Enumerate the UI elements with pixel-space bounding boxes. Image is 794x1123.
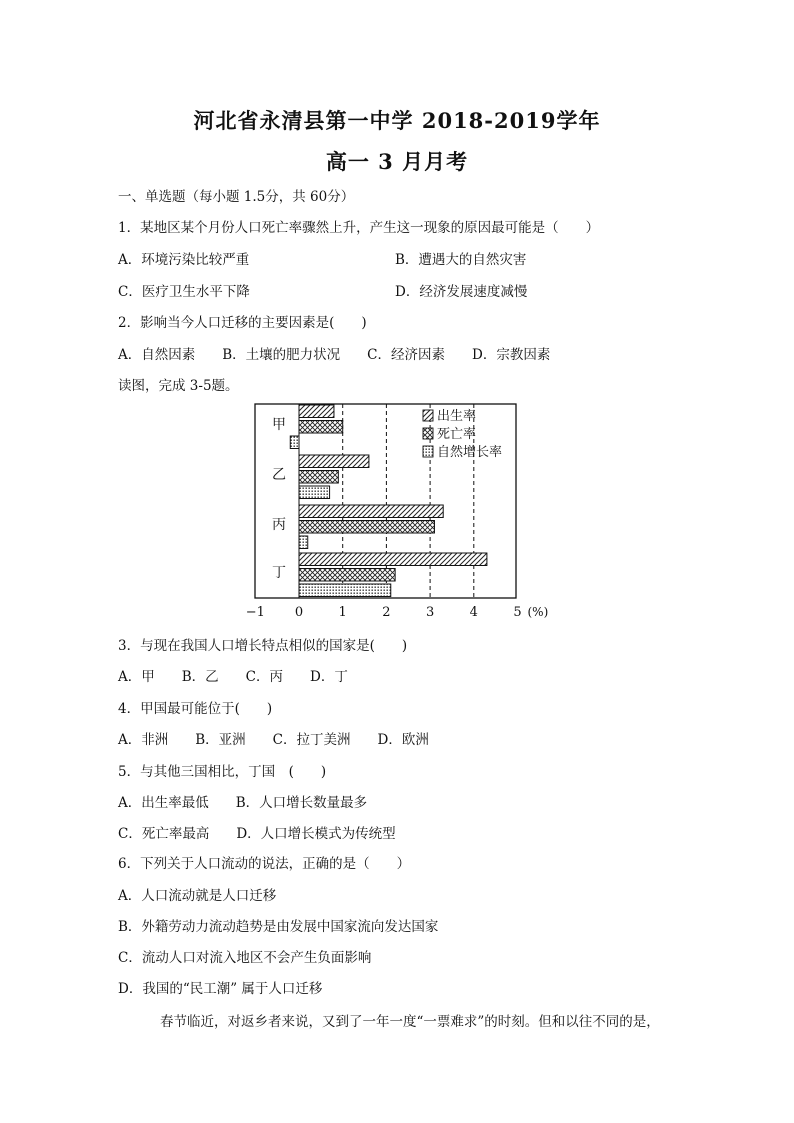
section-heading: 一、单选题（每小题 1.5分，共 60分） bbox=[118, 189, 355, 205]
question-1-stem: 1．某地区某个月份人口死亡率骤然上升，产生这一现象的原因最可能是（ ） bbox=[118, 220, 600, 236]
bar-丙-自然增长率 bbox=[299, 536, 308, 549]
paper-title-line1: 河北省永清县第一中学 2018-2019学年 bbox=[193, 108, 601, 133]
category-label-丁: 丁 bbox=[272, 565, 286, 581]
bar-乙-自然增长率 bbox=[299, 486, 330, 499]
bar-丁-出生率 bbox=[299, 553, 487, 566]
question-1-option-c: C．医疗卫生水平下降 bbox=[118, 284, 250, 300]
legend-label-死亡率: 死亡率 bbox=[437, 427, 477, 442]
question-5-options-line1: A．出生率最低 B．人口增长数量最多 bbox=[118, 795, 368, 811]
bar-丁-死亡率 bbox=[299, 569, 395, 582]
question-2-stem: 2．影响当今人口迁移的主要因素是( ) bbox=[118, 315, 367, 331]
question-1-option-a: A．环境污染比较严重 bbox=[118, 252, 250, 268]
question-5-stem: 5．与其他三国相比，丁国 ( ) bbox=[118, 764, 327, 780]
question-6-option-b: B．外籍劳动力流动趋势是由发展中国家流向发达国家 bbox=[118, 919, 439, 935]
bar-丙-出生率 bbox=[299, 505, 443, 518]
question-1-option-b: B．遭遇大的自然灾害 bbox=[395, 252, 527, 268]
x-tick-label-3: 3 bbox=[425, 605, 435, 620]
legend-label-出生率: 出生率 bbox=[437, 409, 477, 424]
question-2-options: A．自然因素 B．土壤的肥力状况 C．经济因素 D．宗教因素 bbox=[118, 347, 551, 363]
x-tick-label-4: 4 bbox=[469, 605, 478, 620]
category-label-乙: 乙 bbox=[272, 467, 286, 483]
population-rate-chart bbox=[245, 400, 565, 622]
x-tick-label-−1: −1 bbox=[245, 605, 265, 620]
read-figure-instruction: 读图，完成 3-5题。 bbox=[118, 378, 239, 394]
question-3-options: A．甲 B．乙 C．丙 D．丁 bbox=[118, 669, 348, 685]
bar-甲-自然增长率 bbox=[290, 436, 299, 449]
legend-label-自然增长率: 自然增长率 bbox=[437, 445, 503, 460]
x-tick-label-2: 2 bbox=[382, 605, 391, 620]
category-label-丙: 丙 bbox=[272, 517, 286, 533]
question-4-options: A．非洲 B．亚洲 C．拉丁美洲 D．欧洲 bbox=[118, 732, 429, 748]
bar-乙-死亡率 bbox=[299, 471, 338, 484]
paper-title-line2: 高一 3 月月考 bbox=[325, 149, 469, 174]
question-6-option-c: C．流动人口对流入地区不会产生负面影响 bbox=[118, 950, 372, 966]
category-label-甲: 甲 bbox=[272, 417, 286, 433]
bar-丁-自然增长率 bbox=[299, 584, 391, 597]
question-6-option-d: D．我国的“民工潮” 属于人口迁移 bbox=[118, 981, 323, 997]
legend-swatch-出生率 bbox=[423, 410, 433, 421]
x-unit-label: (%) bbox=[527, 605, 549, 619]
bar-丙-死亡率 bbox=[299, 521, 434, 534]
x-tick-label-5: 5 bbox=[513, 605, 522, 620]
bar-甲-死亡率 bbox=[299, 421, 343, 434]
bar-乙-出生率 bbox=[299, 455, 369, 468]
x-tick-label-0: 0 bbox=[294, 605, 304, 620]
x-tick-label-1: 1 bbox=[338, 605, 347, 620]
question-5-options-line2: C．死亡率最高 D．人口增长模式为传统型 bbox=[118, 826, 396, 842]
legend-swatch-死亡率 bbox=[423, 428, 433, 439]
question-6-stem: 6．下列关于人口流动的说法，正确的是（ ） bbox=[118, 856, 411, 872]
question-4-stem: 4．甲国最可能位于( ) bbox=[118, 701, 273, 717]
question-3-stem: 3．与现在我国人口增长特点相似的国家是( ) bbox=[118, 638, 408, 654]
question-6-option-a: A．人口流动就是人口迁移 bbox=[118, 888, 277, 904]
passage-first-line: 春节临近，对返乡者来说，又到了一年一度“一票难求”的时刻。但和以往不同的是， bbox=[160, 1014, 660, 1030]
question-1-option-d: D．经济发展速度减慢 bbox=[395, 284, 528, 300]
legend-swatch-自然增长率 bbox=[423, 446, 433, 457]
bar-甲-出生率 bbox=[299, 405, 334, 418]
